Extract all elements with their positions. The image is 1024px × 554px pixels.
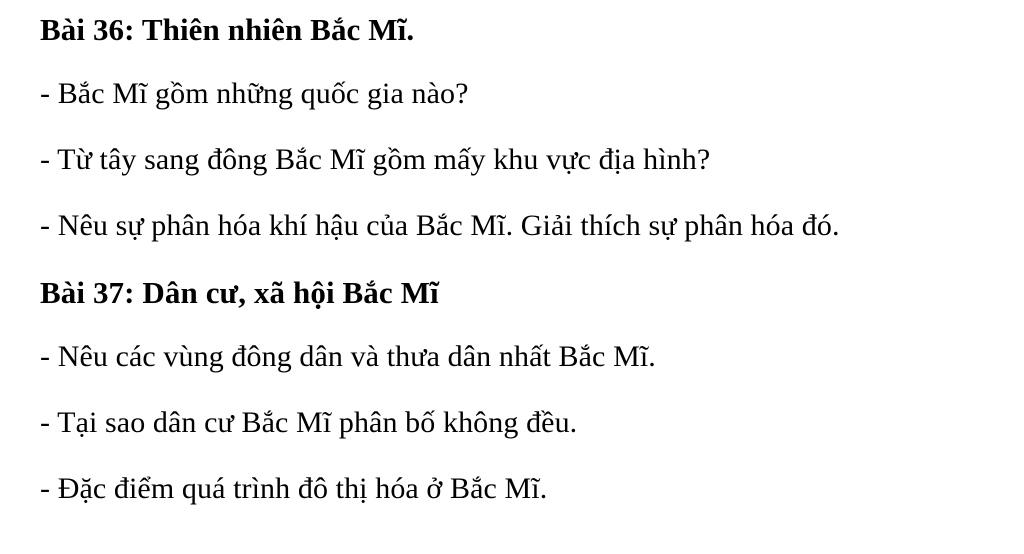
- question-item-4: - Nêu các vùng đông dân và thưa dân nhất Bắc Mĩ.: [40, 340, 656, 373]
- spacer: [40, 175, 1006, 211]
- question-item-6: - Đặc điểm quá trình đô thị hóa ở Bắc Mĩ.: [40, 472, 548, 505]
- spacer: [40, 372, 1006, 408]
- section-heading-bai-36: Bài 36: Thiên nhiên Bắc Mĩ.: [40, 12, 415, 47]
- spacer: [40, 109, 1006, 145]
- question-item-2: - Từ tây sang đông Bắc Mĩ gồm mấy khu vực địa hình?: [40, 143, 711, 176]
- question-item-3: - Nêu sự phân hóa khí hậu của Bắc Mĩ. Giải thích sự phân hóa đó.: [40, 209, 840, 242]
- section-heading-bai-37: Bài 37: Dân cư, xã hội Bắc Mĩ: [40, 275, 439, 310]
- question-item-1: - Bắc Mĩ gồm những quốc gia nào?: [40, 77, 469, 110]
- spacer: [40, 308, 1006, 342]
- spacer: [40, 241, 1006, 277]
- question-item-5: - Tại sao dân cư Bắc Mĩ phân bố không đều.: [40, 406, 578, 439]
- spacer: [40, 45, 1006, 79]
- spacer: [40, 438, 1006, 474]
